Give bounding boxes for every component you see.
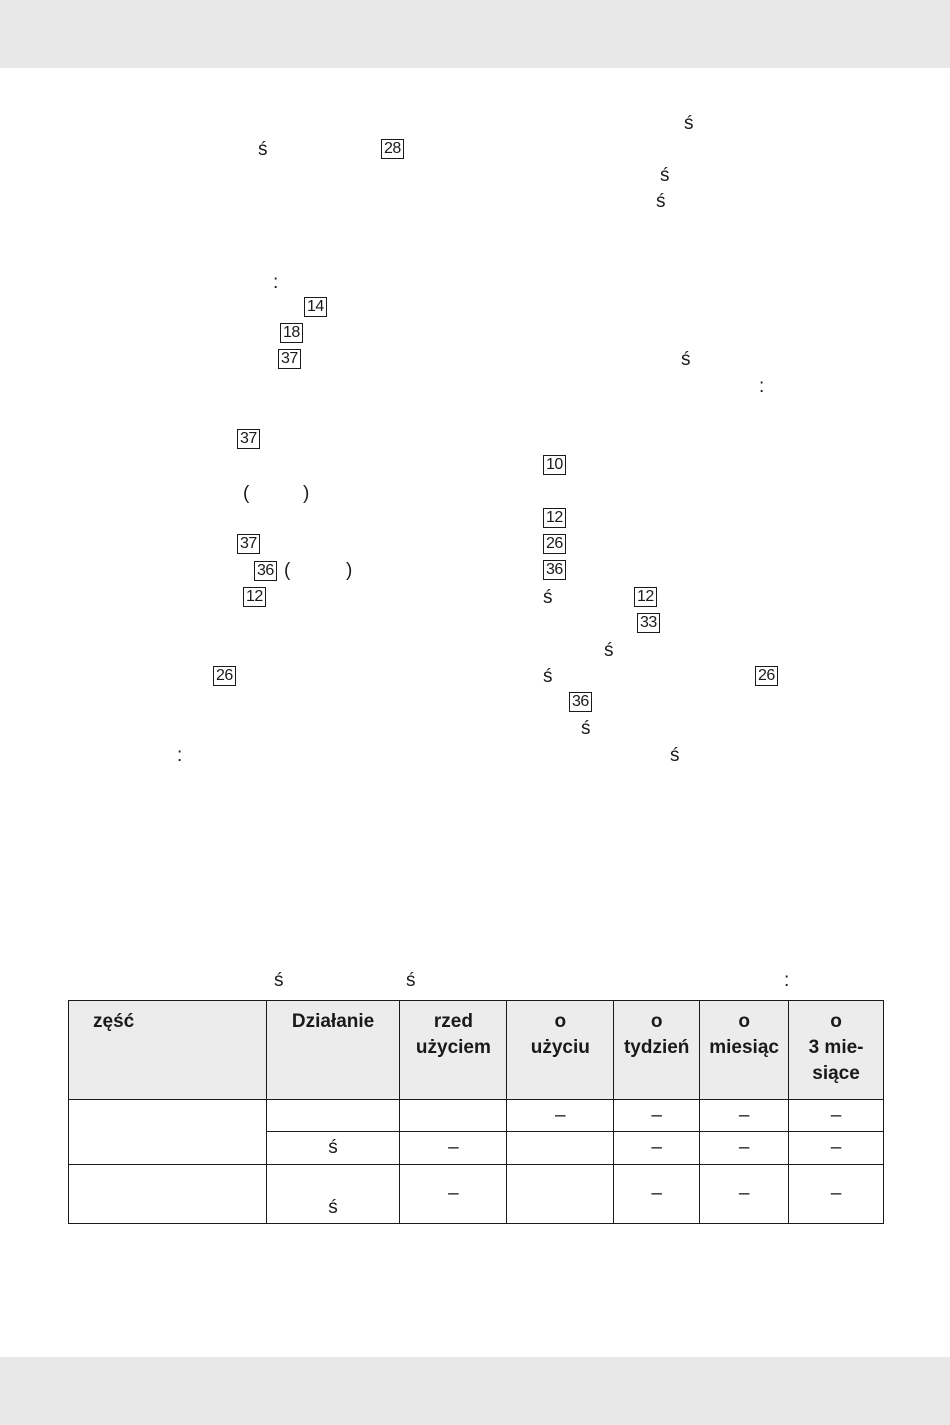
text-fragment: ) [303, 483, 310, 504]
table-cell: – [789, 1132, 884, 1165]
table-cell: – [400, 1165, 507, 1224]
text-fragment: ś [604, 640, 614, 661]
table-cell [400, 1100, 507, 1132]
reference-number: 10 [543, 455, 566, 475]
column-header-action: Działanie [266, 1001, 400, 1100]
column-header-quarterly: o 3 mie- siące [789, 1001, 884, 1100]
text-fragment: ś [543, 666, 553, 687]
reference-number: 37 [237, 534, 260, 554]
table-cell: – [700, 1100, 789, 1132]
table-cell: – [789, 1100, 884, 1132]
text-fragment: ś [274, 970, 284, 991]
text-fragment: ) [346, 560, 353, 581]
reference-number: 36 [569, 692, 592, 712]
table-row [69, 1100, 884, 1132]
text-fragment: ś [670, 745, 680, 766]
table-cell: – [400, 1132, 507, 1165]
text-fragment: : [177, 745, 183, 766]
table-cell [507, 1132, 614, 1165]
reference-number: 14 [304, 297, 327, 317]
reference-number: 18 [280, 323, 303, 343]
reference-number: 37 [237, 429, 260, 449]
text-fragment: ( [243, 483, 250, 504]
table-cell: – [789, 1165, 884, 1224]
text-fragment: ś [406, 970, 416, 991]
column-header-part: zęść [69, 1001, 267, 1100]
reference-number: 26 [543, 534, 566, 554]
text-fragment: ( [284, 560, 291, 581]
text-fragment: ś [681, 349, 691, 370]
text-fragment: ś [258, 139, 268, 160]
column-header-after-use: o użyciu [507, 1001, 614, 1100]
table-cell-part [69, 1100, 267, 1165]
table-cell: – [507, 1100, 614, 1132]
reference-number: 28 [381, 139, 404, 159]
table-cell-action: ś [266, 1165, 400, 1224]
column-header-weekly: o tydzień [614, 1001, 700, 1100]
text-fragment: ś [581, 718, 591, 739]
text-fragment: : [273, 272, 279, 293]
text-fragment: ś [684, 113, 694, 134]
table-cell [507, 1165, 614, 1224]
reference-number: 12 [634, 587, 657, 607]
footer-band [0, 1357, 950, 1425]
header-band [0, 0, 950, 68]
table-cell: – [614, 1100, 700, 1132]
text-fragment: ś [660, 165, 670, 186]
reference-number: 12 [543, 508, 566, 528]
table-cell-action: ś [266, 1132, 400, 1165]
reference-number: 37 [278, 349, 301, 369]
text-fragment: : [759, 376, 765, 397]
reference-number: 26 [213, 666, 236, 686]
reference-number: 26 [755, 666, 778, 686]
table-cell: – [700, 1165, 789, 1224]
text-fragment: ś [656, 191, 666, 212]
reference-number: 12 [243, 587, 266, 607]
table-cell: – [614, 1165, 700, 1224]
reference-number: 36 [254, 561, 277, 581]
table-cell-part [69, 1165, 267, 1224]
maintenance-table [68, 1000, 884, 1224]
text-fragment: : [784, 970, 790, 991]
table-header-row [69, 1001, 884, 1100]
column-header-monthly: o miesiąc [700, 1001, 789, 1100]
table-cell: – [614, 1132, 700, 1165]
column-header-before-use: rzed użyciem [400, 1001, 507, 1100]
table-row [69, 1165, 884, 1224]
table-cell-action [266, 1100, 400, 1132]
reference-number: 33 [637, 613, 660, 633]
reference-number: 36 [543, 560, 566, 580]
table-cell: – [700, 1132, 789, 1165]
text-fragment: ś [543, 587, 553, 608]
